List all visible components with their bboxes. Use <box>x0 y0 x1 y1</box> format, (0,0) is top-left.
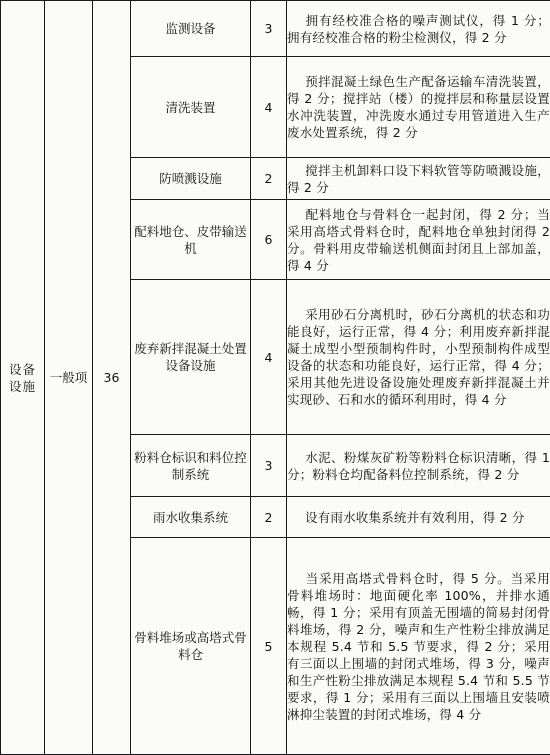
item-type-cell: 一般项 <box>45 1 93 755</box>
item-criteria <box>287 538 550 755</box>
item-criteria <box>287 280 550 435</box>
item-criteria <box>287 435 550 497</box>
item-name: 配料地仓、皮带输送机 <box>131 200 251 280</box>
criteria-text: 配料地仓与骨料仓一起封闭，得 2 分；当采用高塔式骨料仓时，配料地仓单独封闭得 2 分。骨料用皮带输送机侧面封闭且上部加盖，得 4 分 <box>287 207 550 273</box>
item-criteria <box>287 57 550 158</box>
item-criteria <box>287 158 550 200</box>
criteria-text: 当采用高塔式骨料仓时，得 5 分。当采用骨料堆场时：地面硬化率 100%，并排水通畅，得 1 分；采用有顶盖无围墙的简易封闭骨料堆场，得 2 分，噪声和生产性粉尘排放满足本规程 5.4 节和 5.5 节要求，得 2 分；采用有三面以上围墙的封闭式堆场，得 3 分，噪声和生产性粉尘排放满足本规程 5.4 节和 5.5 节要求，得 1 分；采用有三面以上围墙且安装喷淋抑尘装置的封闭式堆场，得 4 分 <box>287 571 550 722</box>
item-name: 废弃新拌混凝土处置设备设施 <box>131 280 251 435</box>
item-name: 骨料堆场或高塔式骨料仓 <box>131 538 251 755</box>
item-name: 防喷溅设施 <box>131 158 251 200</box>
item-criteria <box>287 1 550 57</box>
criteria-text: 搅拌主机卸料口设下料软管等防喷溅设施，得 2 分 <box>287 163 550 195</box>
criteria-text: 水泥、粉煤灰矿粉等粉料仓标识清晰，得 1 分；粉料仓均配备料位控制系统，得 2 分 <box>287 450 550 482</box>
item-score: 3 <box>251 435 287 497</box>
total-score-cell: 36 <box>93 1 131 755</box>
item-name: 监测设备 <box>131 1 251 57</box>
category-line2: 设施 <box>9 379 36 394</box>
criteria-text: 预拌混凝土绿色生产配备运输车清洗装置，得 2 分；搅拌站（楼）的搅拌层和称量层设置水冲洗装置，冲洗废水通过专用管道进入生产废水处置系统，得 2 分 <box>287 74 550 140</box>
item-score: 6 <box>251 200 287 280</box>
item-criteria <box>287 497 550 538</box>
category-cell <box>1 1 45 755</box>
table-row <box>1 1 550 57</box>
item-name: 雨水收集系统 <box>131 497 251 538</box>
item-score: 5 <box>251 538 287 755</box>
item-name: 清洗装置 <box>131 57 251 158</box>
item-score: 4 <box>251 280 287 435</box>
item-name: 粉料仓标识和料位控制系统 <box>131 435 251 497</box>
criteria-text: 拥有经校准合格的噪声测试仪，得 1 分；拥有经校准合格的粉尘检测仪，得 2 分 <box>287 13 550 45</box>
item-score: 4 <box>251 57 287 158</box>
item-criteria <box>287 200 550 280</box>
item-score: 2 <box>251 158 287 200</box>
item-score: 2 <box>251 497 287 538</box>
item-score: 3 <box>251 1 287 57</box>
criteria-text: 设有雨水收集系统并有效利用，得 2 分 <box>305 510 525 525</box>
category-line1: 设备 <box>9 362 36 377</box>
criteria-text: 采用砂石分离机时，砂石分离机的状态和功能良好，运行正常，得 4 分；利用废弃新拌混凝土成型小型预制构件时，小型预制构件成型设备的状态和功能良好，运行正常，得 4 分；采用其他先进设备设施处理废弃新拌混凝土并实现砂、石和水的循环利用时，得 4 分 <box>287 307 550 407</box>
